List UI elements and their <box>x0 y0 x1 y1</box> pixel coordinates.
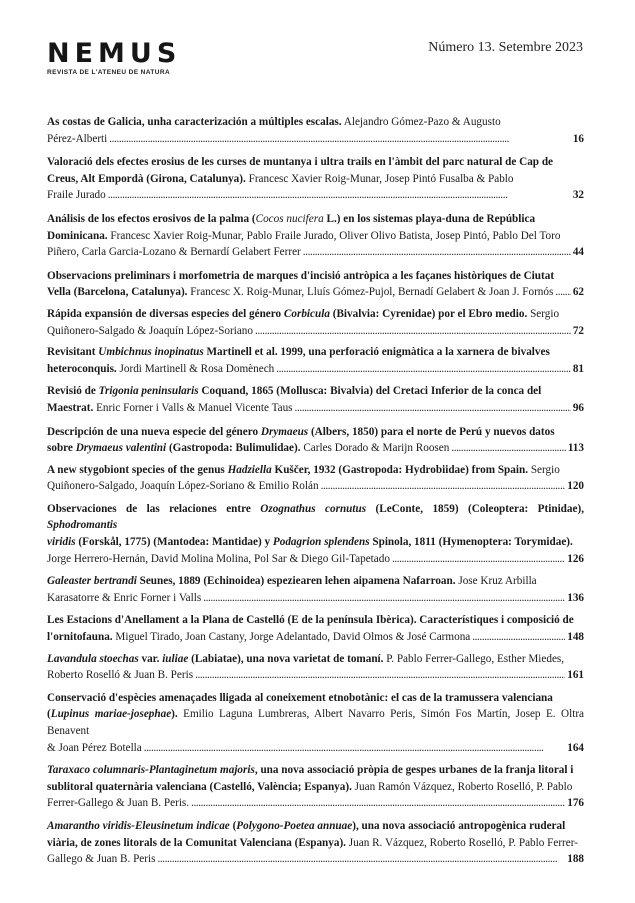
entry-line <box>47 462 584 479</box>
entry-text: sublitoral quaternària valenciana (Castelló, València; Espanya). <box>47 780 352 793</box>
journal-subtitle: REVISTA DE L'ATENEU DE NATURA <box>47 69 171 76</box>
dot-leader <box>392 551 565 568</box>
entry-text: Umbichnus inopinatus <box>98 346 204 359</box>
entry-text <box>47 284 553 301</box>
entry-text: Karasatorre & Enric Forner i Valls <box>47 591 202 604</box>
entry-line <box>47 114 584 131</box>
entry-line <box>47 284 584 301</box>
entry-line <box>47 187 584 204</box>
page-number: 188 <box>567 853 584 866</box>
entry-text: , una nova associació pròpia de gespes urbanes de la franja litoral i <box>254 764 574 777</box>
entry-text: Podagrion splendens <box>272 536 370 549</box>
entry-text: Juan Ramón Vázquez, Roberto Roselló, P. Pablo <box>351 780 573 793</box>
entry-text: Kuščer, 1932 (Gastropoda: Hydrobiidae) from Spain. <box>271 463 529 476</box>
entry-text: (Forskål, 1775) (Mantodea: Mantidae) y <box>75 536 273 549</box>
entry-text: heteroconquis. <box>47 362 117 375</box>
entry-line <box>47 779 584 796</box>
entry-text: (Bivalvia: Cyrenidae) por el Ebro medio. <box>329 307 528 320</box>
entry-line <box>47 440 584 457</box>
dot-leader <box>255 323 571 340</box>
entry-text: Lavandula stoechas <box>47 652 139 665</box>
entry-text: Coquand, 1865 (Mollusca: Bivalvia) del Cretaci Inferior de la conca del <box>198 385 542 398</box>
toc-entry[interactable] <box>47 690 584 756</box>
page-number: 126 <box>567 552 584 565</box>
entry-text: sobre <box>47 442 76 455</box>
entry-line <box>47 131 584 148</box>
dot-leader <box>321 478 566 495</box>
entry-line <box>47 244 584 261</box>
entry-text: Revisitant <box>47 346 99 359</box>
dot-leader <box>276 361 571 378</box>
entry-line <box>47 851 584 868</box>
entry-text: Alejandro Gómez-Pazo & Augusto <box>341 116 501 128</box>
entry-text: Martinell et al. 1999, una perforació enigmàtica a la xarnera de bivalves <box>203 346 550 359</box>
entry-line <box>47 629 584 646</box>
entry-text: ( <box>229 819 237 832</box>
dot-leader <box>472 629 565 646</box>
entry-text: Valoració dels efectes erosius de les curses de muntanya i ultra trails en l'àmbit del parc natural de Cap de <box>47 156 554 169</box>
entry-text: (Albers, 1850) para el norte de Perú y nuevos datos <box>308 425 555 438</box>
dot-leader <box>451 440 565 457</box>
dot-leader <box>108 187 571 204</box>
entry-text: Lupinus mariae-josephae <box>50 708 172 721</box>
entry-line <box>47 740 584 757</box>
entry-text: P. Pablo Ferrer-Gallego, Esther Miedes, <box>383 652 565 665</box>
entry-text: viridis <box>47 536 76 549</box>
entry-text: Spinola, 1811 (Hymenoptera: Torymidae). <box>369 536 573 549</box>
entry-text: Pérez-Alberti <box>47 132 108 145</box>
entry-text: ). <box>171 708 178 721</box>
entry-text: Jorge Herrero-Hernán, David Molina Molina, Pol Sar & Diego Gil-Tapetado <box>47 552 390 565</box>
page-number: 161 <box>567 669 584 682</box>
page-number: 81 <box>572 362 584 375</box>
entry-text: Piñero, Carla Garcia-Lozano & Bernardí Gelabert Ferrer <box>47 246 301 259</box>
entry-line <box>47 306 584 323</box>
entry-text: Corbicula <box>283 307 330 320</box>
entry-text: Ferrer-Gallego & Juan B. Peris. <box>47 797 190 810</box>
toc-entry[interactable] <box>47 344 584 377</box>
page-number: 96 <box>572 401 584 414</box>
entry-text: Sergio <box>527 307 560 320</box>
entry-line <box>47 651 584 668</box>
entry-text: iuliae <box>162 652 189 665</box>
page-number: 176 <box>567 797 584 810</box>
entry-text: Análisis de los efectos erosivos de la palma ( <box>47 212 256 225</box>
page-number: 136 <box>567 591 584 604</box>
entry-text: Rápida expansión de diversas especies del género <box>47 307 284 320</box>
entry-text <box>47 440 449 457</box>
toc-entry[interactable] <box>47 462 584 495</box>
entry-text: Vella (Barcelona, Catalunya). <box>47 286 188 299</box>
entry-text: Ozognathus cornutus <box>260 502 367 515</box>
dot-leader <box>191 795 565 812</box>
entry-text: Descripción de una nueva especie del género <box>47 425 261 438</box>
entry-text: Taraxaco columnaris-Plantaginetum majoris <box>47 764 255 777</box>
entry-text: Quiñonero-Salgado & Joaquín López-Soriano <box>47 324 253 337</box>
entry-text: ( <box>47 708 51 721</box>
entry-text: Drymaeus valentini <box>75 442 167 455</box>
dot-leader <box>144 740 565 757</box>
dot-leader <box>203 590 565 607</box>
entry-text: Enric Forner i Valls & Manuel Vicente Taus <box>93 401 293 414</box>
entry-text: Conservació d'espècies amenaçades lligada al coneixement etnobotànic: el cas de la tramussera valenciana <box>47 691 553 704</box>
table-of-contents <box>47 114 584 868</box>
entry-text: Trigonia peninsularis <box>98 385 199 398</box>
entry-line <box>47 383 584 400</box>
entry-text: Les Estacions d'Anellament a la Plana de Castelló (E de la península Ibèrica). Característiques i composició de <box>47 614 574 627</box>
entry-line <box>47 478 584 495</box>
entry-text <box>47 400 293 417</box>
toc-entry[interactable] <box>47 818 584 868</box>
entry-line <box>47 268 584 285</box>
journal-masthead <box>47 40 181 76</box>
entry-text: (LeConte, 1859) (Coleoptera: Ptinidae), <box>366 502 584 515</box>
entry-line <box>47 667 584 684</box>
entry-line <box>47 154 584 171</box>
entry-line <box>47 211 584 228</box>
page-number: 72 <box>572 324 584 337</box>
dot-leader <box>295 400 571 417</box>
entry-text: Cocos nucifera <box>255 212 324 225</box>
page-number: 148 <box>567 631 584 644</box>
entry-line <box>47 690 584 707</box>
entry-line <box>47 400 584 417</box>
entry-line <box>47 551 584 568</box>
dot-leader <box>157 851 565 868</box>
entry-text: Observaciones de las relaciones entre <box>47 502 261 515</box>
entry-text: (Gastropoda: Bulimulidae). <box>166 442 301 455</box>
toc-entry[interactable] <box>47 154 584 204</box>
toc-entry[interactable] <box>47 573 584 606</box>
page-number: 16 <box>572 132 584 145</box>
entry-text: Polygono-Poetea annuae <box>236 819 353 832</box>
dot-leader <box>555 284 570 301</box>
toc-entry[interactable] <box>47 651 584 684</box>
entry-line <box>47 762 584 779</box>
entry-text: Gallego & Juan B. Peris <box>47 853 156 866</box>
entry-line <box>47 424 584 441</box>
toc-entry[interactable] <box>47 211 584 261</box>
page-number: 62 <box>572 286 584 299</box>
entry-line <box>47 835 584 852</box>
entry-line <box>47 612 584 629</box>
toc-entry[interactable] <box>47 424 584 457</box>
entry-text: Amarantho viridis-Eleusinetum indicae <box>47 819 230 832</box>
entry-text: As costas de Galicia, unha caracterización a múltiples escalas. <box>47 116 342 128</box>
entry-line <box>47 171 584 188</box>
issue-label: Número 13. Setembre 2023 <box>428 40 583 55</box>
toc-entry[interactable] <box>47 268 584 301</box>
entry-text: Emilio Laguna Lumbreras, Albert Navarro Peris, Simón Fos Martín, Josep E. Oltra Benavent <box>47 708 585 737</box>
entry-text: Francesc X. Roig-Munar, Lluís Gómez-Pujol, Bernadí Gelabert & Joan J. Fornós <box>187 286 554 299</box>
dot-leader <box>195 667 565 684</box>
entry-line <box>47 573 584 590</box>
entry-text: viària, de zones litorals de la Comunitat Valenciana (Espanya). <box>47 836 346 849</box>
entry-line <box>47 323 584 340</box>
entry-text: Sphodromantis <box>47 519 118 532</box>
entry-line <box>47 344 584 361</box>
entry-text: Drymaeus <box>260 425 309 438</box>
entry-text: Revisió de <box>47 385 99 398</box>
toc-entry[interactable] <box>47 306 584 339</box>
entry-line <box>47 706 584 739</box>
page-number: 44 <box>572 246 584 259</box>
entry-text <box>47 629 470 646</box>
page-number: 164 <box>567 741 584 754</box>
journal-logo: NEMUS <box>47 38 182 69</box>
entry-line <box>47 818 584 835</box>
dot-leader <box>303 244 571 261</box>
toc-entry[interactable] <box>47 114 584 147</box>
entry-text: Observacions preliminars i morfometria de marques d'incisió antròpica a les façanes històriques de Ciutat <box>47 269 555 282</box>
entry-line <box>47 590 584 607</box>
toc-entry[interactable] <box>47 612 584 645</box>
entry-text: Jordi Martinell & Rosa Domènech <box>116 362 275 375</box>
entry-text: Seunes, 1889 (Echinoidea) espeziearen lehen aipamena Nafarroan. <box>136 575 456 588</box>
entry-text: Juan R. Vázquez, Roberto Roselló, P. Pablo Ferrer- <box>345 836 578 849</box>
entry-text: l'ornitofauna. <box>47 631 113 644</box>
dot-leader <box>109 131 571 148</box>
entry-text: Miguel Tirado, Joan Castany, Jorge Adelantado, David Olmos & José Carmona <box>112 631 471 644</box>
entry-line <box>47 534 584 551</box>
page-number: 120 <box>567 480 584 493</box>
entry-line <box>47 228 584 245</box>
entry-text: ), una nova associació antropogènica ruderal <box>352 819 566 832</box>
entry-text: A new stygobiont species of the genus <box>47 463 228 476</box>
entry-text: Galeaster bertrandi <box>47 575 137 588</box>
entry-text: Roberto Roselló & Juan B. Peris <box>47 669 194 682</box>
entry-text: var. <box>138 652 163 665</box>
entry-text: Francesc Xavier Roig-Munar, Josep Pintó Fusalba & Pablo <box>245 172 514 185</box>
page-number: 113 <box>567 442 584 455</box>
entry-text: Hadziella <box>227 463 272 476</box>
entry-text: L.) en los sistemas playa-duna de República <box>323 212 536 225</box>
toc-entry[interactable] <box>47 383 584 416</box>
entry-text: Francesc Xavier Roig-Munar, Pablo Fraile Jurado, Oliver Olivo Batista, Josep Pintó, Pablo Del Toro <box>107 229 561 242</box>
toc-entry[interactable] <box>47 501 584 567</box>
entry-text: Carles Dorado & Marijn Roosen <box>300 442 450 455</box>
entry-text: Creus, Alt Empordà (Girona, Catalunya). <box>47 172 246 185</box>
entry-text: Fraile Jurado <box>47 189 106 202</box>
entry-text: Jose Kruz Arbilla <box>455 575 537 588</box>
entry-text: Sergio <box>528 463 560 476</box>
entry-line <box>47 361 584 378</box>
toc-entry[interactable] <box>47 762 584 812</box>
entry-line <box>47 501 584 534</box>
entry-text: Maestrat. <box>47 401 94 414</box>
entry-text: Dominicana. <box>47 229 108 242</box>
entry-text: (Labiatae), una nova varietat de tomaní. <box>188 652 384 665</box>
entry-line <box>47 795 584 812</box>
entry-text: & Joan Pérez Botella <box>47 741 142 754</box>
page-number: 32 <box>572 189 584 202</box>
entry-text: Quiñonero-Salgado, Joaquín López-Soriano & Emilio Rolán <box>47 480 319 493</box>
entry-text <box>47 361 274 378</box>
